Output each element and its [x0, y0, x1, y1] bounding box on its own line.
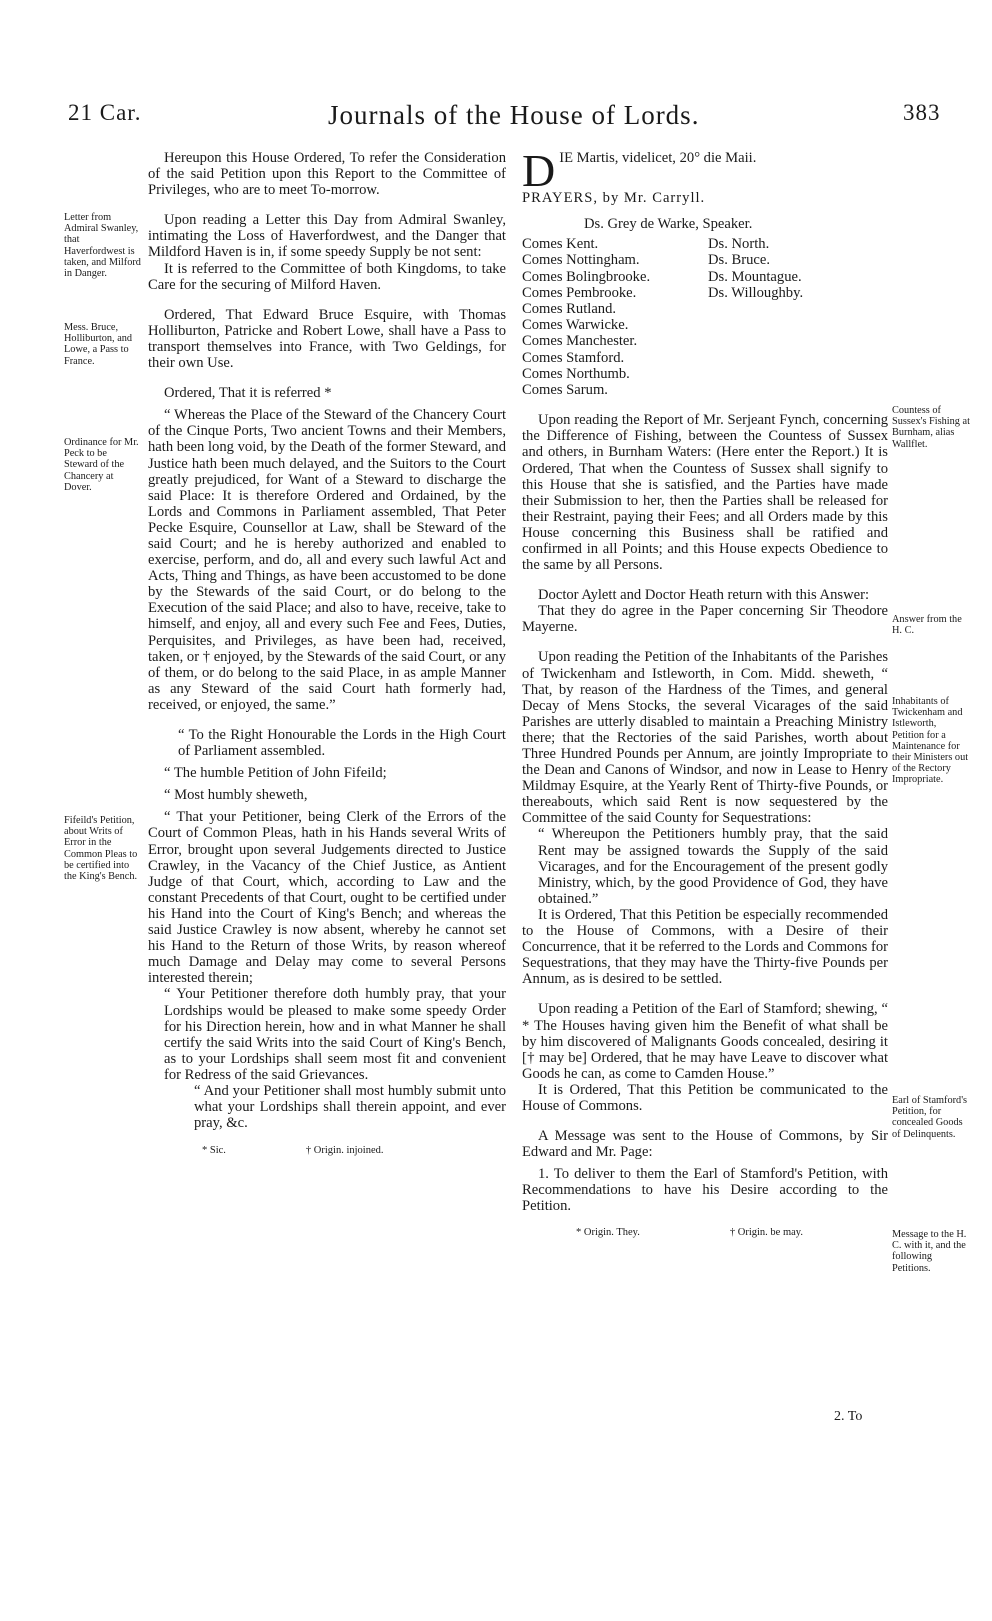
lords-present	[522, 236, 888, 398]
margin-note-pass-to-france: Mess. Bruce, Holliburton, and Lowe, a Pass to France.	[64, 322, 133, 367]
left-footnotes	[148, 1143, 506, 1159]
footnote-injoined: † Origin. injoined.	[305, 1145, 384, 1157]
speaker-line: Ds. Grey de Warke, Speaker.	[584, 216, 753, 233]
lord-present: Comes Stamford.	[522, 349, 625, 366]
lord-present: Ds. North.	[708, 236, 770, 253]
petition-address: “ To the Right Honourable the Lords in the High Court of Parliament assembled.	[178, 727, 506, 760]
lord-present: Comes Sarum.	[522, 382, 608, 399]
paragraph-message-item-1: 1. To deliver to them the Earl of Stamford's Petition, with Recommendations to have his Desire according to the Petition.	[522, 1166, 888, 1215]
lord-present: Comes Pembrooke.	[522, 284, 637, 301]
margin-note-stamford-petition: Earl of Stamford's Petition, for concealed Goods of Delinquents.	[892, 1095, 968, 1140]
footnote-they: * Origin. They.	[576, 1226, 640, 1238]
right-footnotes	[522, 1225, 888, 1241]
barons-list	[708, 236, 878, 398]
paragraph-swanley-letter: Upon reading a Letter this Day from Admiral Swanley, intimating the Loss of Haverfordwest, and the Danger that Mildford Haven is in, if some speedy Supply be not sent:	[148, 212, 506, 261]
sitting-date: DIE Martis, videlicet, 20° die Maii.	[522, 145, 757, 196]
lord-present: Comes Bolingbrooke.	[522, 268, 651, 285]
lord-present: Ds. Mountague.	[708, 268, 802, 285]
petition-prayer: “ Your Petitioner therefore doth humbly pray, that your Lordships would be pleased to make some speedy Order for his Direction herein, how and in what Manner he shall certify the said Writs into the said Court of King's Bench, as to your Lordships shall seem most fit and convenient for Redress of the said Grievances.	[164, 986, 506, 1083]
ordinance-peck-steward: “ Whereas the Place of the Steward of the Chancery Court of the Cinque Ports, Two ancient Towns and their Members, hath been long void, by the Death of the former Steward, and Justice hath been much delayed, and the Suitors to the Court greatly prejudiced, for Want of a Steward to discharge the said Place: It is therefore Ordered and Ordained, by the Lords and Commons in Parliament assembled, That Peter Pecke Esquire, Counsellor at Law, shall be Steward of the said Court; and he is hereby authorized and enabled to exercise, perform, and do, all and every such lawful Act and Acts, Thing and Things, as have been accustomed to be done by the Stewards of the said Court, or do belong to the Execution of the said Place; and also to have, receive, take to himself, and enjoy, all and every such Fee and Fees, Duties, Perquisites, and Privileges, as have been had, received, taken, or † enjoyed, by the Stewards of the said Court, or any of them, or do belong to the said Place, in as ample Manner as any Steward of the said Court hath formerly had, received, or enjoyed, the same.”	[148, 407, 506, 713]
margin-note-peck-ordinance: Ordinance for Mr. Peck to be Steward of the Chancery at Dover.	[64, 437, 139, 493]
paragraph-bruce-pass: Ordered, That Edward Bruce Esquire, with Thomas Holliburton, Patricke and Robert Lowe, shall have a Pass to transport themselves into France, with Two Geldings, for their own Use.	[148, 306, 506, 372]
margin-note-answer-hc: Answer from the H. C.	[892, 614, 962, 637]
left-column	[148, 150, 506, 1159]
paragraph-stamford-petition: Upon reading a Petition of the Earl of Stamford; shewing, “ * The Houses having given him the Benefit of what shall be by him discovered of Malignants Goods concealed, desiring it [† may be] Ordered, that he may have Leave to discover what Goods he can, as come to Camden House.”	[522, 1001, 888, 1082]
paragraph-refer-privileges: Hereupon this House Ordered, To refer the Consideration of the said Petition upon this Report to the Committee of Privileges, who are to meet To-morrow.	[148, 150, 506, 199]
footnote-be-may: † Origin. be may.	[729, 1226, 803, 1238]
prayers-line: PRAYERS, by Mr. Carryll.	[522, 190, 706, 206]
margin-note-swanley-letter: Letter from Admiral Swanley, that Haverfordwest is taken, and Milford in Danger.	[64, 212, 141, 280]
right-column	[522, 145, 888, 1241]
paragraph-ordered-referred: Ordered, That it is referred *	[164, 385, 332, 402]
footnote-sic: * Sic.	[202, 1145, 226, 1157]
margin-note-sussex-fishing: Countess of Sussex's Fishing at Burnham, alias Wallflet.	[892, 405, 970, 450]
margin-note-twickenham-petition: Inhabitants of Twickenham and Istleworth, Petition for a Maintenance for their Ministers out of the Rectory Impropriate.	[892, 696, 969, 786]
petition-closing: “ And your Petitioner shall most humbly submit unto what your Lordships shall therein appoint, and ever pray, &c.	[194, 1082, 506, 1132]
catchword: 2. To	[834, 1409, 863, 1424]
paragraph-aylett-heath: Doctor Aylett and Doctor Heath return with this Answer:	[538, 587, 870, 604]
paragraph-mayerne: That they do agree in the Paper concerning Sir Theodore Mayerne.	[522, 603, 888, 636]
paragraph-fynch-report: Upon reading the Report of Mr. Serjeant Fynch, concerning the Difference of Fishing, between the Countess of Sussex and others, in Burnham Waters: (Here enter the Report.) It is Ordered, That when the Countess of Sussex shall signify to this House that she is satisfied, and the Parties have made their Submission to her, then the Parties shall be released for their Restraint, paying their Fees; and all Orders made by this House concerning this Business shall be ratified and confirmed in all Points; and this House expects Obedience to the same by all Persons.	[522, 412, 888, 574]
lord-present: Comes Manchester.	[522, 333, 638, 350]
margin-note-message-hc: Message to the H. C. with it, and the following Petitions.	[892, 1229, 967, 1274]
paragraph-stamford-order: It is Ordered, That this Petition be communicated to the House of Commons.	[522, 1081, 888, 1114]
lord-present: Ds. Willoughby.	[708, 284, 804, 301]
earls-list	[522, 236, 708, 398]
date-drop-cap: D	[522, 145, 556, 196]
running-head-regnal-year: 21 Car.	[68, 100, 142, 125]
lord-present: Comes Warwicke.	[522, 317, 629, 334]
petition-title: “ The humble Petition of John Fifeild;	[164, 765, 387, 782]
page-number: 383	[903, 100, 941, 125]
lord-present: Comes Kent.	[522, 236, 599, 253]
petition-body: “ That your Petitioner, being Clerk of the Errors of the Court of Common Pleas, hath in his Hands several Writs of Error, brought upon several Judgements directed to Justice Crawley, in the Vacancy of the Chief Justice, as Antient Judge of that Court, which, according to Law and the constant Precedents of that Court, ought to be certified under his Hand into the Court of King's Bench; and whereas the said Justice Crawley is now absent, whereby he cannot set his Hand to the Return of those Writs, by reason whereof much Damage and Delay may come to several Persons interested therein;	[148, 809, 506, 987]
margin-note-fifeild-petition: Fifeild's Petition, about Writs of Error in the Common Pleas to be certified into the King's Bench.	[64, 815, 138, 883]
paragraph-message: A Message was sent to the House of Commons, by Sir Edward and Mr. Page:	[522, 1128, 888, 1161]
paragraph-twickenham-order: It is Ordered, That this Petition be especially recommended to the House of Commons, with a Desire of their Concurrence, that it be referred to the Lords and Commons for Sequestrations, that they may have the Thirty-five Pounds per Annum, as is desired to be settled.	[522, 906, 888, 988]
lord-present: Comes Northumb.	[522, 365, 630, 382]
paragraph-twickenham-petition: Upon reading the Petition of the Inhabitants of the Parishes of Twickenham and Istleworth, in Com. Midd. sheweth, “ That, by reason of the Hardness of the Times, and general Decay of Mens Stocks, the several Vicarages of the said Parishes are utterly disabled to maintain a Preaching Ministry there; that the Rectories of the said Parishes, worth about Three Hundred Pounds per Annum, are jointly Impropriate to the Dean and Canons of Windsor, and now in Lease to Henry Mildmay Esquire, at the Yearly Rent of Thirty-five Pounds, or thereabouts, which said Rent is now sequestered by the Committee of the said County for Sequestrations:	[522, 649, 888, 827]
running-head-title: Journals of the House of Lords.	[328, 100, 700, 130]
petition-opening: “ Most humbly sheweth,	[164, 787, 308, 804]
lord-present: Ds. Bruce.	[708, 252, 771, 269]
lord-present: Comes Rutland.	[522, 301, 617, 317]
paragraph-twickenham-prayer: “ Whereupon the Petitioners humbly pray, that the said Rent may be assigned towards the Supply of the said Vicarages, and for the Encouragement of the present godly Ministry, which, by the good Providence of God, they have obtained.”	[538, 826, 888, 907]
lord-present: Comes Nottingham.	[522, 252, 640, 269]
paragraph-milford-haven: It is referred to the Committee of both Kingdoms, to take Care for the securing of Milford Haven.	[148, 260, 506, 293]
